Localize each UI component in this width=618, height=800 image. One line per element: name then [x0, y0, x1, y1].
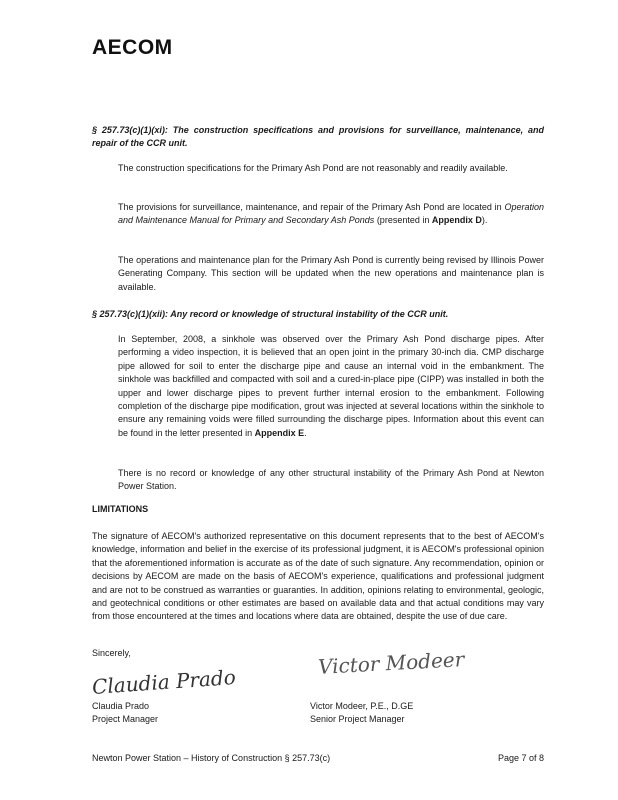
manual-title: Operation and Maintenance Manual for Primary and Secondary Ash Ponds	[118, 202, 544, 226]
paragraph-xii-1: In September, 2008, a sinkhole was observed over the Primary Ash Pond discharge pipes. After performing a video inspection, it is believed that an open joint in the primary 30-inch dia. CMP discharge pipe allowed for soil to enter the discharge pipe and cause an internal void in the embankment. The sinkhole was backfilled and compacted with soil and a cured-in-place pipe (CIPP) was installed in both the upper and lower discharge pipes to prevent further internal erosion to the embankment. Following completion of the discharge pipe modification, grout was injected at several locations within the sinkhole to ensure any remaining voids were filled surrounding the discharge pipes. Information about this event can be found in the letter presented in Appendix E.	[118, 334, 544, 438]
signer-right-title: Senior Project Manager	[310, 714, 405, 725]
signer-right	[310, 700, 540, 727]
salutation: Sincerely,	[92, 648, 131, 658]
paragraph-xi-3: The operations and maintenance plan for the Primary Ash Pond is currently being revised by Illinois Power Generating Company. This section will be updated when the new operations and maintenance plan is available.	[118, 255, 544, 292]
limitations-heading: LIMITATIONS	[92, 504, 149, 514]
paragraph-xii-2: There is no record or knowledge of any other structural instability of the Primary Ash Pond at Newton Power Station.	[118, 468, 544, 492]
paragraph-xi-2: The provisions for surveillance, maintenance, and repair of the Primary Ash Pond are located in Operation and Maintenance Manual for Primary and Secondary Ash Ponds (presented in Appendix D).	[118, 202, 544, 226]
paragraph-xi-1: The construction specifications for the Primary Ash Pond are not reasonably and readily available.	[118, 163, 508, 173]
aecom-logo: AECOM	[92, 36, 173, 59]
footer-left: Newton Power Station – History of Construction § 257.73(c)	[92, 753, 331, 763]
signer-right-name: Victor Modeer, P.E., D.GE	[310, 701, 414, 711]
signer-left	[92, 700, 292, 727]
signature-left: Claudia Prado	[91, 665, 237, 699]
signature-right: Victor Modeer	[317, 647, 465, 679]
signer-left-name: Claudia Prado	[92, 701, 150, 711]
page-number: Page 7 of 8	[497, 753, 544, 763]
section-heading-xi: § 257.73(c)(1)(xi): The construction specifications and provisions for surveillance, maintenance, and repair of the CCR unit.	[92, 125, 544, 149]
limitations-body: The signature of AECOM's authorized representative on this document represents that to the best of AECOM's knowledge, information and belief in the exercise of its professional judgment, it is AECOM's professional opinion that the aforementioned information is accurate as of the date of such signature. Any recommendation, opinion or decisions by AECOM are made on the basis of AECOM's experience, qualifications and professional judgment and are not to be construed as warranties or guaranties. In addition, opinions relating to environmental, geologic, and geotechnical conditions or other estimates are based on available data and that actual conditions may vary from those encountered at the times and locations where data are obtained, despite the use of due care.	[92, 531, 544, 622]
appendix-d-ref: Appendix D	[431, 215, 482, 226]
section-heading-xii: § 257.73(c)(1)(xii): Any record or knowledge of structural instability of the CCR unit.	[92, 309, 449, 319]
signer-left-title: Project Manager	[92, 714, 159, 725]
appendix-e-ref: Appendix E	[254, 427, 305, 438]
